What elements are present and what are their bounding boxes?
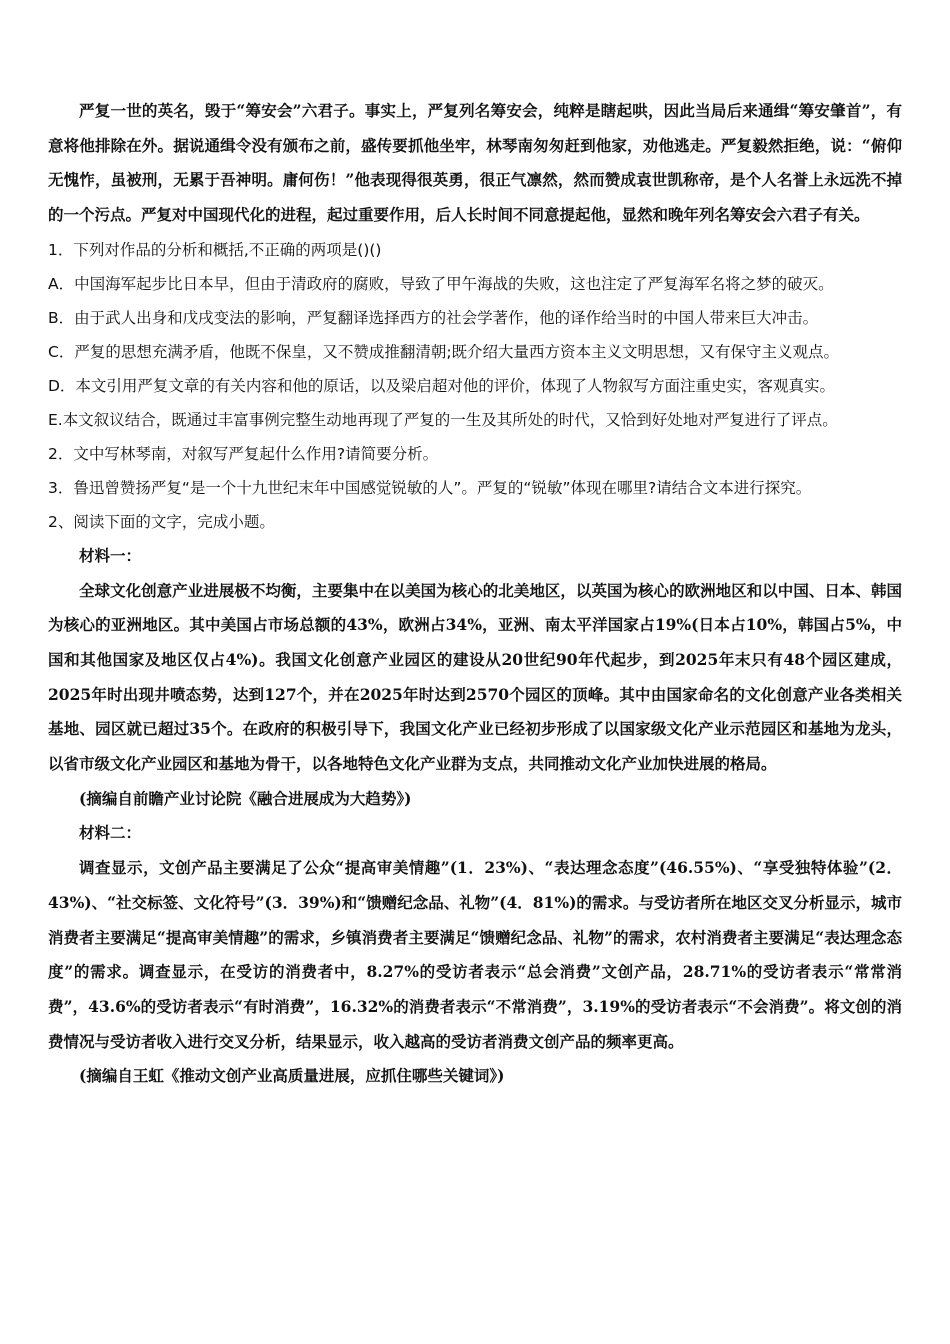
option-b: B．由于武人出身和戊戌变法的影响，严复翻译选择西方的社会学著作，他的译作给当时的中国人带来巨大冲击。 xyxy=(48,308,819,327)
passage-paragraph: 严复一世的英名，毁于“筹安会”六君子。事实上，严复列名筹安会，纯粹是瞎起哄，因此当局后来通缉“筹安肇首”，有意将他排除在外。据说通缉令没有颁布之前，盛传要抓他坐牢，林琴南匆匆赶到他家，劝他逃走。严复毅然拒绝，说：“俯仰无愧怍，虽被刑，无累于吾神明。庸何伤！”他表现得很英勇，很正气凛然，然而赞成袁世凯称帝，是个人名誉上永远洗不掉的一个污点。严复对中国现代化的进程，起过重要作用，后人长时间不同意提起他，显然和晚年列名筹安会六君子有关。 xyxy=(48,101,902,225)
question-1: 1．下列对作品的分析和概括,不正确的两项是()() xyxy=(48,240,382,259)
material-2-source: (摘编自王虹《推动文创产业高质量进展，应抓住哪些关键词》) xyxy=(79,1066,505,1086)
question-2: 2．文中写林琴南，对叙写严复起什么作用?请简要分析。 xyxy=(48,444,439,463)
material-2-text: 调查显示，文创产品主要满足了公众“提高审美情趣”(1．23%)、“表达理念态度”(46.55%)、“享受独特体验”(2．43%)、“社交标签、文化符号”(3．39%)和“馈赠纪念品、礼物”(4．81%)的需求。与受访者所在地区交叉分析显示，城市消费者主要满足“提高审美情趣”的需求，乡镇消费者主要满足“馈赠纪念品、礼物”的需求，农村消费者主要满足“表达理念态度”的需求。调查显示，在受访的消费者中，8.27%的受访者表示“总会消费”文创产品，28.71%的受访者表示“常常消费”，43.6%的受访者表示“有时消费”，16.32%的消费者表示“不常消费”，3.19%的受访者表示“不会消费”。将文创的消费情况与受访者收入进行交叉分析，结果显示，收入越高的受访者消费文创产品的频率更高。 xyxy=(48,858,902,1051)
question-3: 3．鲁迅曾赞扬严复“是一个十九世纪末年中国感觉锐敏的人”。严复的“锐敏”体现在哪里?请结合文本进行探究。 xyxy=(48,478,812,497)
option-e: E.本文叙议结合，既通过丰富事例完整生动地再现了严复的一生及其所处的时代，又恰到好处地对严复进行了评点。 xyxy=(48,410,838,429)
section-2-heading: 2、阅读下面的文字，完成小题。 xyxy=(48,512,275,531)
option-a: A．中国海军起步比日本早，但由于清政府的腐败，导致了甲午海战的失败，这也注定了严复海军名将之梦的破灭。 xyxy=(48,274,834,293)
option-d: D．本文引用严复文章的有关内容和他的原话，以及梁启超对他的评价，体现了人物叙写方面注重史实，客观真实。 xyxy=(48,376,835,395)
material-1-label: 材料一： xyxy=(79,545,142,565)
material-1-source: (摘编自前瞻产业讨论院《融合进展成为大趋势》) xyxy=(79,788,412,808)
material-2-label: 材料二： xyxy=(79,823,142,843)
material-1-text: 全球文化创意产业进展极不均衡，主要集中在以美国为核心的北美地区，以英国为核心的欧洲地区和以中国、日本、韩国为核心的亚洲地区。其中美国占市场总额的43%，欧洲占34%，亚洲、南太平洋国家占19%(日本占10%，韩国占5%，中国和其他国家及地区仅占4%)。我国文化创意产业园区的建设从20世纪90年代起步，到2025年末只有48个园区建成，2025年时出现井喷态势，达到127个，并在2025年时达到2570个园区的顶峰。其中由国家命名的文化创意产业各类相关基地、园区就已超过35个。在政府的积极引导下，我国文化产业已经初步形成了以国家级文化产业示范园区和基地为龙头，以省市级文化产业园区和基地为骨干，以各地特色文化产业群为支点，共同推动文化产业加快进展的格局。 xyxy=(48,580,902,774)
option-c: C．严复的思想充满矛盾，他既不保皇，又不赞成推翻清朝;既介绍大量西方资本主义文明思想，又有保守主义观点。 xyxy=(48,342,840,361)
